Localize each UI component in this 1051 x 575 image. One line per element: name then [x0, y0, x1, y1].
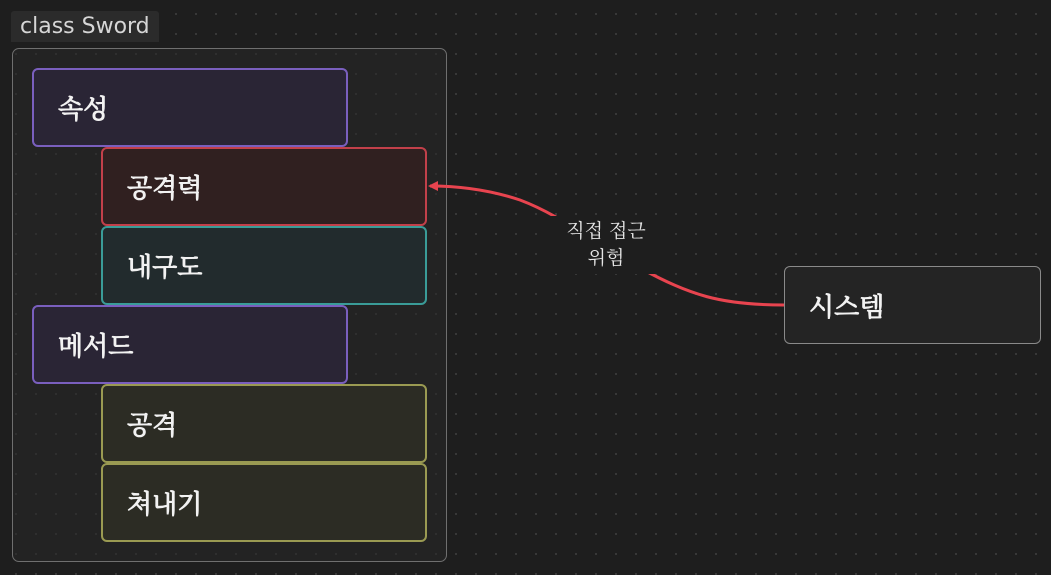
- group-label: class Sword: [11, 11, 159, 42]
- node-attributes[interactable]: 속성: [32, 68, 348, 147]
- node-parry[interactable]: 쳐내기: [101, 463, 427, 542]
- node-durability[interactable]: 내구도: [101, 226, 427, 305]
- node-attack[interactable]: 공격: [101, 384, 427, 463]
- node-attack-power[interactable]: 공격력: [101, 147, 427, 226]
- edge-label-line2: 위험: [587, 247, 625, 269]
- edge-label-line1: 직접 접근: [566, 220, 646, 242]
- edge-label: [548, 216, 664, 274]
- node-methods[interactable]: 메서드: [32, 305, 348, 384]
- node-system[interactable]: 시스템: [784, 266, 1041, 344]
